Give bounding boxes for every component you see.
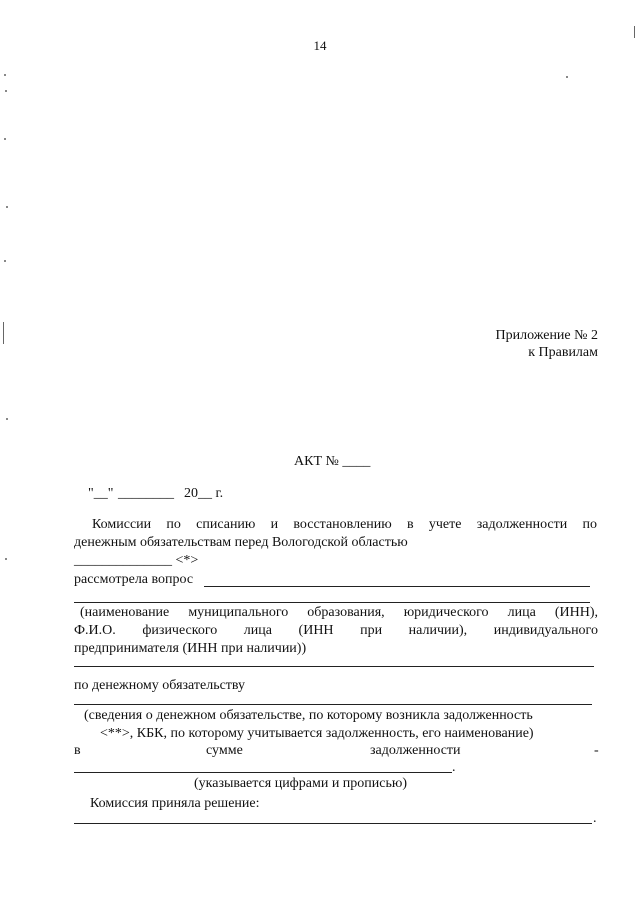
entity-note-word: образования, bbox=[307, 605, 385, 620]
amount-blank-line bbox=[74, 772, 452, 773]
appendix-title: Приложение № 2 bbox=[495, 328, 598, 343]
scan-speck bbox=[4, 74, 6, 76]
entity-note-word: (ИНН), bbox=[554, 605, 598, 620]
page-number: 14 bbox=[313, 38, 327, 53]
intro-word: в bbox=[407, 517, 414, 532]
entity-note-word: физического bbox=[142, 623, 218, 638]
date-month-blank: ________ bbox=[118, 486, 174, 501]
entity-note-word: (ИНН bbox=[298, 623, 334, 638]
intro-line-2: денежным обязательствам перед Вологодской областью bbox=[74, 535, 408, 550]
intro-word: Комиссии bbox=[92, 517, 152, 532]
entity-note-word: Ф.И.О. bbox=[74, 623, 116, 638]
entity-note-word: при bbox=[360, 623, 383, 638]
scan-speck bbox=[4, 260, 6, 262]
entity-note-word: муниципального bbox=[188, 605, 289, 620]
intro-word: задолженности bbox=[476, 517, 568, 532]
blank-line bbox=[74, 666, 594, 667]
intro-word: по bbox=[582, 517, 597, 532]
considered-blank-line bbox=[204, 586, 590, 587]
scan-edge-mark bbox=[634, 26, 635, 38]
scan-speck bbox=[5, 558, 7, 560]
scan-speck bbox=[566, 76, 568, 78]
amount-note: (указывается цифрами и прописью) bbox=[194, 776, 408, 791]
date-day: "__" bbox=[88, 486, 114, 501]
entity-note-line-1 bbox=[80, 605, 598, 621]
obligation-label: по денежному обязательству bbox=[74, 678, 246, 693]
intro-word: восстановлению bbox=[293, 517, 392, 532]
amount-word-sum: сумме bbox=[206, 743, 243, 758]
amount-word-in: в bbox=[74, 743, 81, 758]
scan-speck bbox=[4, 138, 6, 140]
entity-note-word: лица bbox=[507, 605, 536, 620]
decision-blank-line bbox=[74, 823, 592, 824]
obligation-note-line-1: (сведения о денежном обязательстве, по которому возникла задолженность bbox=[84, 708, 533, 723]
act-title: АКТ № ____ bbox=[294, 454, 371, 469]
entity-note-word: индивидуального bbox=[493, 623, 598, 638]
intro-word: по bbox=[166, 517, 181, 532]
decision-label: Комиссия приняла решение: bbox=[90, 796, 260, 811]
date-year: 20__ г. bbox=[184, 486, 224, 501]
blank-line bbox=[74, 704, 592, 705]
blank-line bbox=[74, 602, 590, 603]
scan-speck bbox=[6, 418, 8, 420]
entity-note-word: юридического bbox=[403, 605, 489, 620]
intro-footnote-blank: ______________ <*> bbox=[74, 553, 199, 568]
entity-note-word: (наименование bbox=[80, 605, 170, 620]
considered-label: рассмотрела вопрос bbox=[74, 572, 194, 587]
decision-dot: . bbox=[593, 811, 597, 826]
scan-speck bbox=[5, 90, 7, 92]
amount-dash: - bbox=[594, 743, 599, 758]
intro-line-1 bbox=[92, 517, 597, 533]
intro-word: списанию bbox=[196, 517, 256, 532]
entity-note-word: лица bbox=[243, 623, 272, 638]
obligation-note-line-2: <**>, КБК, по которому учитывается задолженность, его наименование) bbox=[100, 726, 534, 741]
amount-word-debt: задолженности bbox=[370, 743, 461, 758]
scan-speck bbox=[6, 206, 8, 208]
entity-note-line-2 bbox=[74, 623, 598, 639]
entity-note-word: наличии), bbox=[408, 623, 468, 638]
entity-note-line-3: предпринимателя (ИНН при наличии)) bbox=[74, 641, 307, 656]
appendix-subtitle: к Правилам bbox=[528, 345, 598, 360]
amount-dot: . bbox=[452, 760, 456, 775]
scan-edge-mark bbox=[3, 322, 4, 344]
intro-word: учете bbox=[428, 517, 462, 532]
intro-word: и bbox=[270, 517, 279, 532]
